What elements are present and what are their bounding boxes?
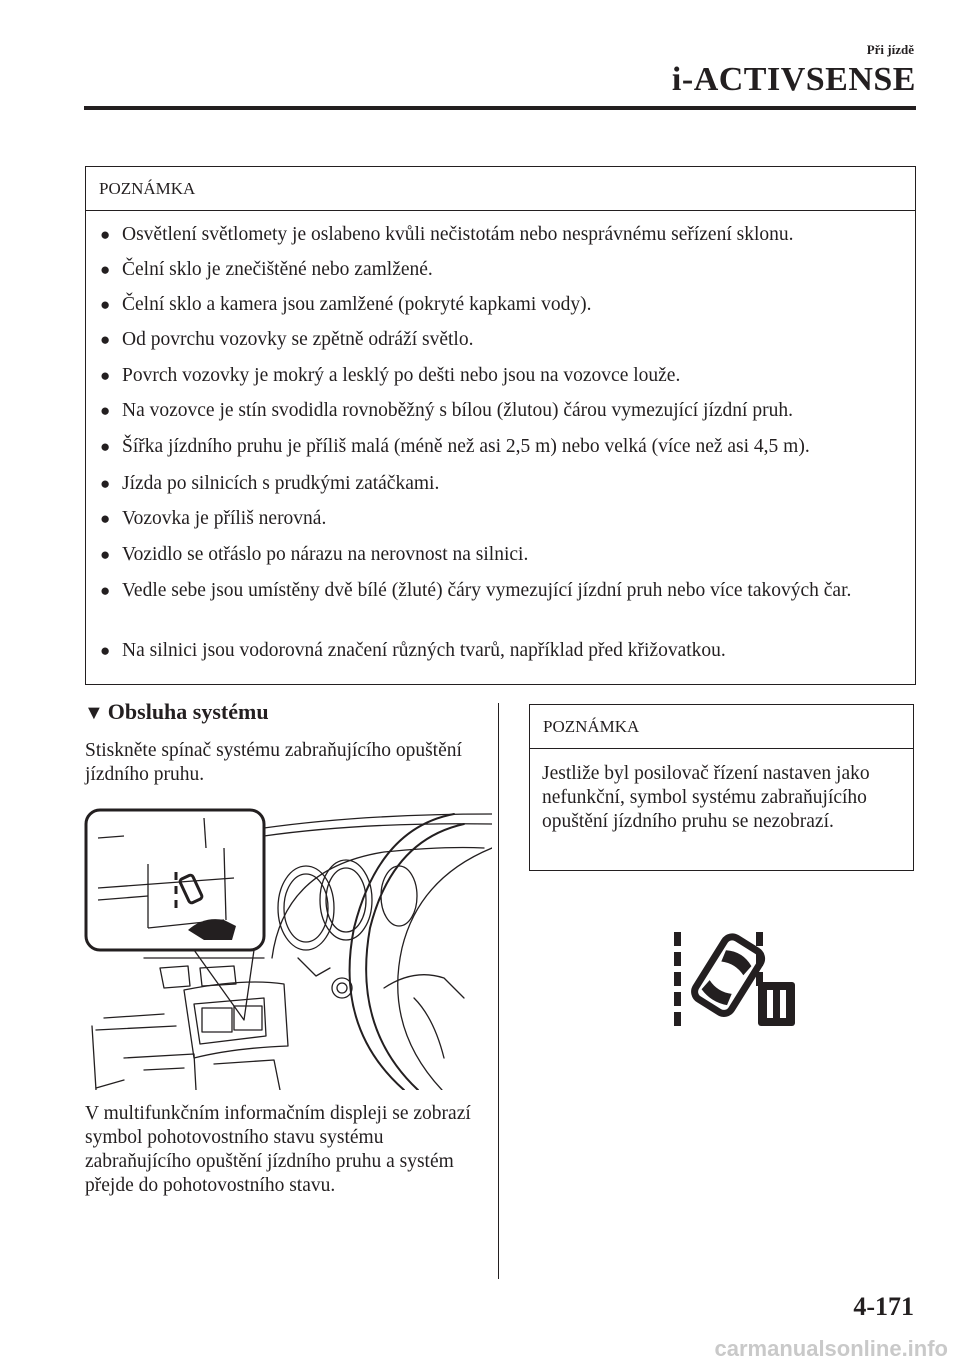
- note-item: ● Šířka jízdního pruhu je příliš malá (méně než asi 2,5 m) nebo velká (více než asi 4,5 m).: [100, 436, 810, 457]
- bullet-icon: ●: [100, 581, 111, 600]
- bullet-icon: ●: [100, 295, 111, 314]
- page-number: 4-171: [853, 1292, 914, 1321]
- bullet-icon: ●: [100, 545, 111, 564]
- note-item: ● Na vozovce je stín svodidla rovnoběžný s bílou (žlutou) čárou vymezující jízdní pruh.: [100, 400, 793, 421]
- note-item: ● Čelní sklo a kamera jsou zamlžené (pokryté kapkami vody).: [100, 294, 592, 315]
- operation-display-text: V multifunkčním informačním displeji se zobrazí symbol pohotovostního stavu systému zabraňujícího opuštění jízdního pruhu a systém přejde do pohotovostního stavu.: [85, 1103, 471, 1196]
- column-divider: [498, 703, 499, 1279]
- note-item: ● Na silnici jsou vodorovná značení různých tvarů, například před křižovatkou.: [100, 640, 726, 661]
- operation-intro: Stiskněte spínač systému zabraňujícího opuštění jízdního pruhu.: [85, 740, 462, 785]
- operation-heading: [84, 699, 269, 725]
- note-box-right: [529, 704, 914, 871]
- note-item: ● Jízda po silnicích s prudkými zatáčkami.: [100, 473, 440, 494]
- operation-heading-text: Obsluha systému: [107, 699, 269, 724]
- note-item: ● Čelní sklo je znečištěné nebo zamlžené.: [100, 259, 433, 280]
- note-item: ● Vozovka je příliš nerovná.: [100, 508, 327, 529]
- bullet-icon: ●: [100, 401, 111, 420]
- section-title: i-ACTIVSENSE: [671, 61, 916, 98]
- note-box-top: [85, 166, 916, 685]
- bullet-icon: ●: [100, 366, 111, 385]
- note-item: ● Od povrchu vozovky se zpětně odráží světlo.: [100, 329, 474, 350]
- note-title: POZNÁMKA: [86, 167, 915, 211]
- bullet-icon: ●: [100, 437, 111, 456]
- bullet-icon: ●: [100, 260, 111, 279]
- note-item: ● Vozidlo se otřáslo po nárazu na nerovnost na silnici.: [100, 544, 529, 565]
- note-title: POZNÁMKA: [530, 705, 913, 749]
- bullet-icon: ●: [100, 330, 111, 349]
- watermark: carmanualsonline.info: [714, 1336, 948, 1361]
- note-item: ● Povrch vozovky je mokrý a lesklý po dešti nebo jsou na vozovce louže.: [100, 365, 681, 386]
- triangle-down-icon: ▼: [84, 702, 104, 724]
- dashboard-switch-illustration: [84, 808, 492, 1090]
- note-item: ● Vedle sebe jsou umístěny dvě bílé (žluté) čáry vymezující jízdní pruh nebo více takových čar.: [100, 580, 852, 601]
- note-body: Jestliže byl posilovač řízení nastaven jako nefunkční, symbol systému zabraňujícího opuštění jízdního pruhu se nezobrazí.: [542, 763, 870, 832]
- bullet-icon: ●: [100, 474, 111, 493]
- bullet-icon: ●: [100, 509, 111, 528]
- note-item: ● Osvětlení světlomety je oslabeno kvůli nečistotám nebo nesprávnému seřízení sklonu.: [100, 224, 794, 245]
- lane-departure-standby-icon: [672, 928, 798, 1030]
- chapter-label: Při jízdě: [866, 42, 914, 57]
- header-rule: [84, 106, 916, 110]
- bullet-icon: ●: [100, 225, 111, 244]
- bullet-icon: ●: [100, 641, 111, 660]
